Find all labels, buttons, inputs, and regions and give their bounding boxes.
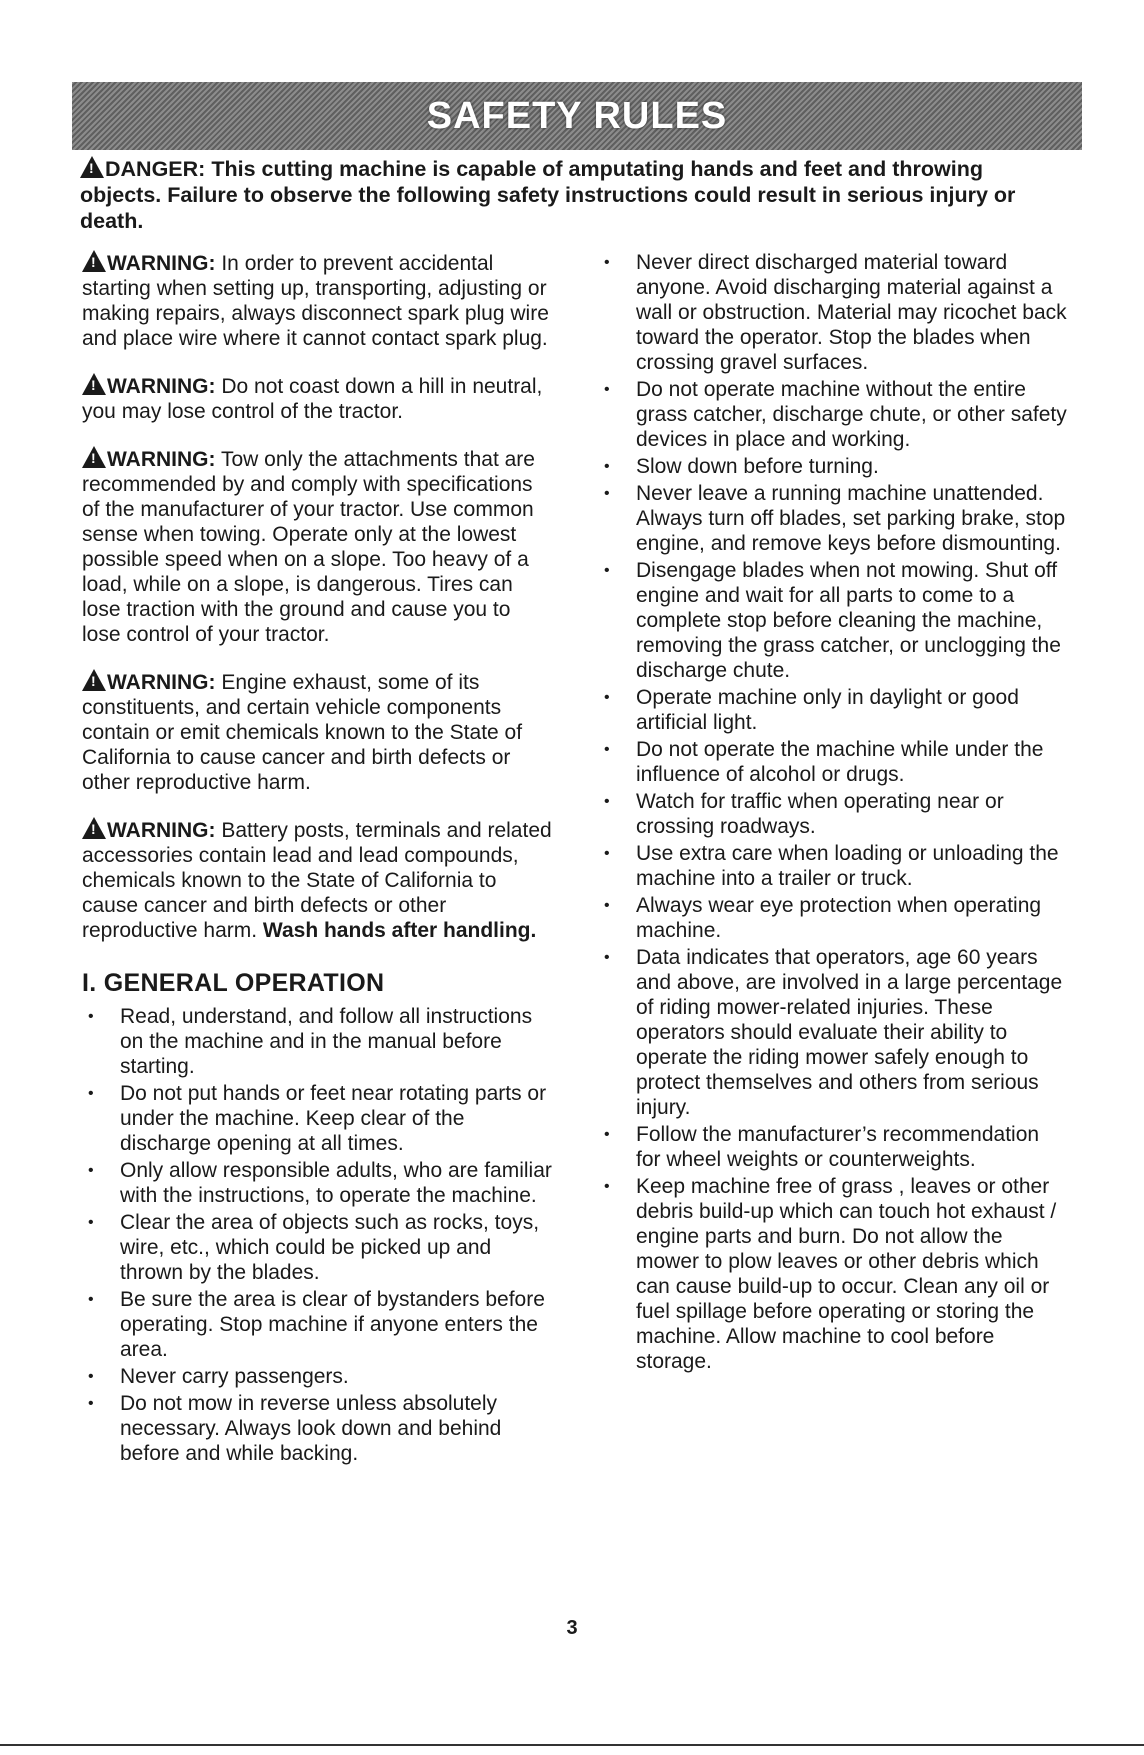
list-item: • Slow down before turning.: [598, 454, 1068, 479]
warning-block: [82, 817, 552, 943]
page-number: 3: [566, 1617, 578, 1639]
warning-text: Do not coast down a hill in neutral, you may lose control of the tractor.: [82, 375, 543, 423]
warning-triangle-icon: [82, 669, 106, 691]
list-item: • Operate machine only in daylight or good artificial light.: [598, 685, 1068, 735]
list-item: • Never direct discharged material toward anyone. Avoid discharging material against a wall or obstruction. Material may ricochet back toward the operator. Stop the blades when crossing gravel surfaces.: [598, 250, 1068, 375]
danger-label: DANGER:: [105, 157, 206, 181]
warning-block: [82, 669, 552, 795]
warning-label: WARNING:: [107, 448, 216, 471]
list-item: • Read, understand, and follow all instructions on the machine and in the manual before starting.: [82, 1004, 552, 1079]
list-item: • Use extra care when loading or unloading the machine into a trailer or truck.: [598, 841, 1068, 891]
warning-emphasis: Wash hands after handling.: [262, 919, 537, 942]
warning-text: Engine exhaust, some of its constituents, and certain vehicle components contain or emit chemicals known to the State of California to cause cancer and birth defects or other reproductive harm.: [82, 671, 523, 794]
list-item: • Always wear eye protection when operating machine.: [598, 893, 1068, 943]
warning-label: WARNING:: [107, 375, 216, 398]
warning-text: In order to prevent accidental starting when setting up, transporting, adjusting or making repairs, always disconnect spark plug wire and place wire where it cannot contact spark plug.: [82, 252, 549, 350]
warning-triangle-icon: [82, 373, 106, 395]
list-item: • Never leave a running machine unattended. Always turn off blades, set parking brake, stop engine, and remove keys before dismounting.: [598, 481, 1068, 556]
warning-label: WARNING:: [107, 671, 216, 694]
list-item: • Do not operate machine without the entire grass catcher, discharge chute, or other safety devices in place and working.: [598, 377, 1068, 452]
warning-triangle-icon: [80, 156, 104, 178]
list-item: • Keep machine free of grass , leaves or other debris build-up which can touch hot exhaust / engine parts and burn. Do not allow the mower to plow leaves or other debris which can cause build-up to occur. Clean any oil or fuel spillage before operating or storing the machine. Allow machine to cool before storage.: [598, 1174, 1068, 1374]
list-item: • Data indicates that operators, age 60 years and above, are involved in a large percentage of riding mower-related injuries. These operators should evaluate their ability to operate the riding mower safely enough to protect themselves and others from serious injury.: [598, 945, 1068, 1120]
danger-text: This cutting machine is capable of amputating hands and feet and throwing objects. Failure to observe the following safety instructions could result in serious injury or death.: [80, 157, 1016, 233]
section-heading-general-operation: I. GENERAL OPERATION: [82, 969, 385, 997]
left-column: [82, 250, 552, 1468]
warning-triangle-icon: [82, 817, 106, 839]
list-item: • Clear the area of objects such as rocks, toys, wire, etc., which could be picked up and thrown by the blades.: [82, 1210, 552, 1285]
list-item: • Do not mow in reverse unless absolutely necessary. Always look down and behind before and while backing.: [82, 1391, 552, 1466]
warning-label: WARNING:: [107, 819, 216, 842]
list-item: • Follow the manufacturer’s recommendation for wheel weights or counterweights.: [598, 1122, 1068, 1172]
warning-block: [82, 250, 552, 351]
warning-triangle-icon: [82, 250, 106, 272]
page-title: SAFETY RULES: [426, 94, 728, 137]
warning-block: [82, 446, 552, 647]
list-item: • Only allow responsible adults, who are familiar with the instructions, to operate the machine.: [82, 1158, 552, 1208]
list-item: • Be sure the area is clear of bystanders before operating. Stop machine if anyone enters the area.: [82, 1287, 552, 1362]
list-item: • Do not put hands or feet near rotating parts or under the machine. Keep clear of the discharge opening at all times.: [82, 1081, 552, 1156]
warning-text: Tow only the attachments that are recommended by and comply with specifications of the manufacturer of your tractor. Use common sense when towing. Operate only at the lowest possible speed when on a slope. Too heavy of a load, while on a slope, is dangerous. Tires can lose traction with the ground and cause you to lose control of your tractor.: [82, 448, 535, 646]
general-operation-list: [82, 1004, 552, 1466]
warning-triangle-icon: [82, 446, 106, 468]
right-column: [598, 250, 1068, 1376]
safety-rules-banner: [72, 82, 1082, 150]
list-item: • Watch for traffic when operating near or crossing roadways.: [598, 789, 1068, 839]
safety-list: [598, 250, 1068, 1374]
bottom-divider: [0, 1744, 1144, 1746]
list-item: • Do not operate the machine while under the influence of alcohol or drugs.: [598, 737, 1068, 787]
list-item: • Never carry passengers.: [82, 1364, 552, 1389]
list-item: • Disengage blades when not mowing. Shut off engine and wait for all parts to come to a complete stop before cleaning the machine, removing the grass catcher, or unclogging the discharge chute.: [598, 558, 1068, 683]
danger-statement: [80, 156, 1062, 234]
warning-block: [82, 373, 552, 424]
warning-text: Battery posts, terminals and related accessories contain lead and lead compounds, chemicals known to the State of California to cause cancer and birth defects or other reproductive harm.: [82, 819, 552, 942]
warning-label: WARNING:: [107, 252, 216, 275]
